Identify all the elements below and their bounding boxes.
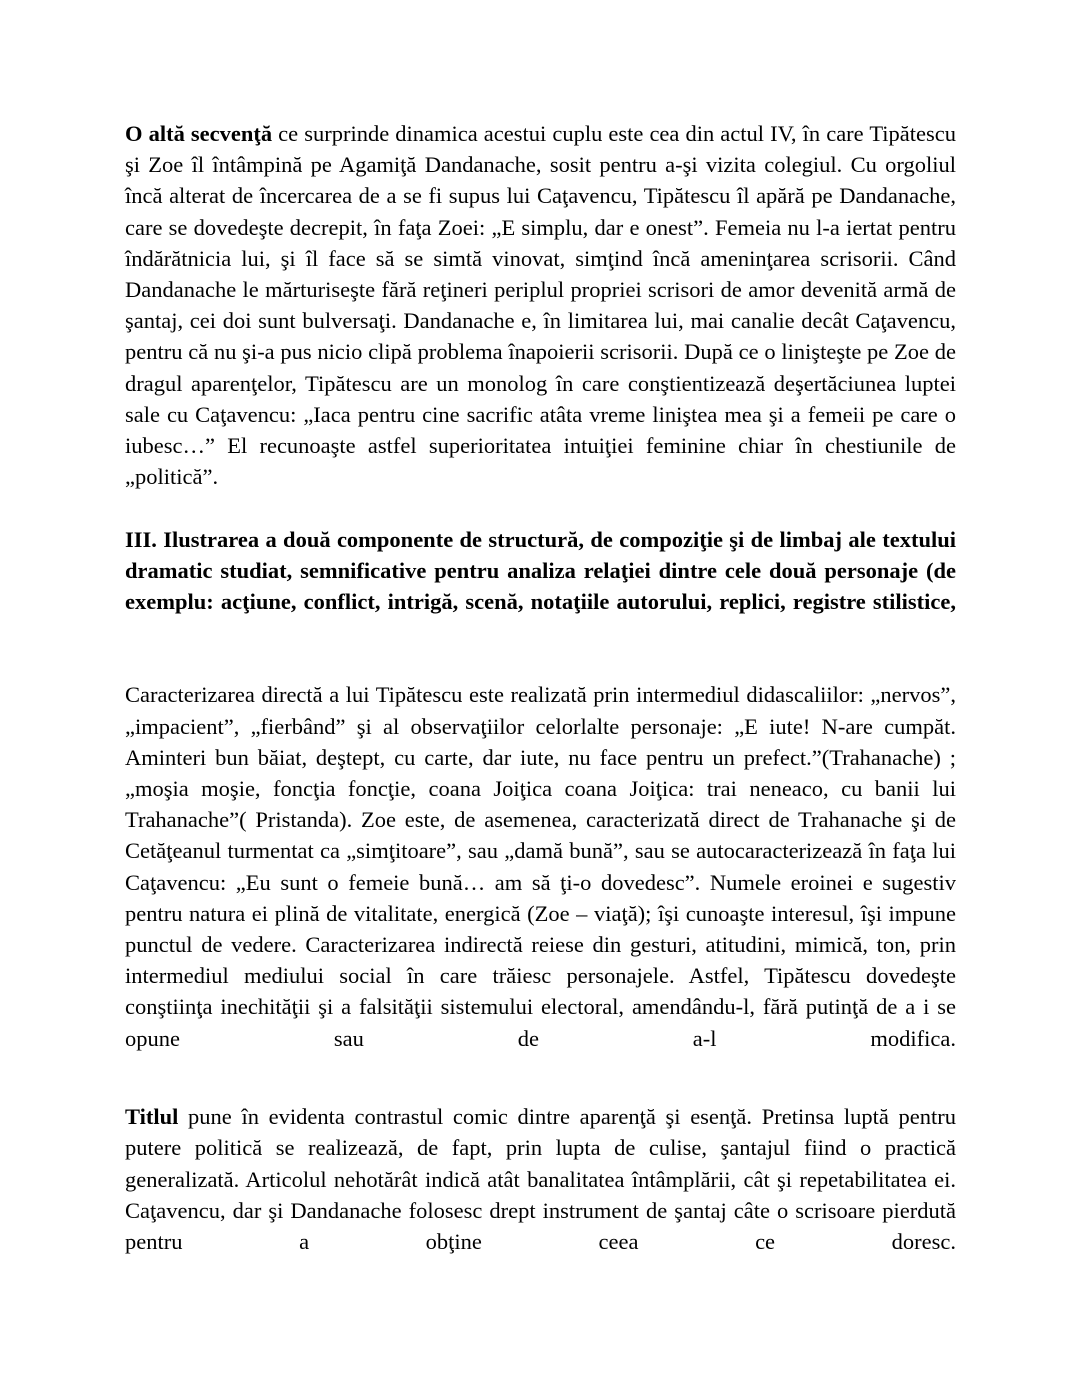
- paragraph-titlul-body: pune în evidenta contrastul comic dintre aparenţă şi esenţă. Pretinsa luptă pentru putere politică se realizează, de fapt, prin lupta de culise, şantajul fiind o practică generalizată. Articolul nehotărât indică atât banalitatea întâmplării, cât şi repetabilitatea ei. Caţavencu, dar şi Dandanache folosesc drept instrument de şantaj câte o scrisoare pierdută pentru a obţine ceea ce doresc.: [125, 1104, 956, 1254]
- paragraph-titlul: [125, 1101, 956, 1288]
- paragraph-secventa-body: ce surprinde dinamica acestui cuplu este cea din actul IV, în care Tipătescu şi Zoe îl întâmpină pe Agamiţă Dandanache, sosit pentru a-şi vizita colegiul. Cu orgoliul încă alterat de încercarea de a se fi supus lui Caţavencu, Tipătescu îl apără pe Dandanache, care se dovedeşte decrepit, în faţa Zoei: „E simplu, dar e onest”. Femeia nu l-a iertat pentru îndărătnicia lui, şi îl face să se simtă vinovat, simţind încă ameninţarea scrisorii. Când Dandanache le mărturiseşte fără reţineri periplul propriei scrisori de amor devenită armă de şantaj, cei doi sunt bulversaţi. Dandanache e, în limitarea lui, mai canalie decât Caţavencu, pentru că nu şi-a pus nicio clipă problema înapoierii scrisorii. După ce o linişteşte pe Zoe de dragul aparenţelor, Tipătescu are un monolog în care conştientizează deşertăciunea luptei sale cu Caţavencu: „Iaca pentru cine sacrific atâta vreme liniştea mea şi a femeii pe care o iubesc…” El recunoaşte astfel superioritatea intuiţiei feminine chiar în chestiunile de „politică”.: [125, 121, 956, 490]
- paragraph-caracterizare: Caracterizarea directă a lui Tipătescu este realizată prin intermediul didascaliilor: „nervos”, „impacient”, „fierbând” şi al observaţiilor celorlalte personaje: „E iute! N-are cumpăt. Aminteri bun băiat, deştept, cu carte, dar iute, nu face pentru un prefect.”(Trahanache) ; „moşia moşie, foncţia foncţie, coana Joiţica coana Joiţica: trai neneaco, cu banii lui Trahanache”( Pristanda). Zoe este, de asemenea, caracterizată direct de Trahanache şi de Cetăţeanul turmentat ca „simţitoare”, sau „damă bună”, sau se autocaracterizează în faţa lui Caţavencu: „Eu sunt o femeie bună… am să ţi-o dovedesc”. Numele eroinei e sugestiv pentru natura ei plină de vitalitate, energică (Zoe – viaţă); îşi cunoaşte interesul, îşi impune punctul de vedere. Caracterizarea indirectă reiese din gesturi, atitudini, mimică, ton, prin intermediul mediului social în care trăiesc personajele. Astfel, Tipătescu dovedeşte conştiinţa inechităţii şi a falsităţii sistemului electoral, amendându-l, fără putinţă de a i se opune sau de a-l modifica.: [125, 682, 956, 1051]
- paragraph-titlul-lead: Titlul: [125, 1104, 179, 1130]
- document-text-body: [125, 118, 956, 1288]
- paragraph-secventa-lead: O altă secvenţă: [125, 121, 273, 146]
- heading-section-iii: III. Ilustrarea a două componente de structură, de compoziţie şi de limbaj ale textului dramatic studiat, semnificative pentru analiza relaţiei dintre cele două personaje (de exemplu: acţiune, conflict, intrigă, scenă, notaţiile autorului, replici, registre stilistice,: [125, 526, 956, 615]
- paragraph-secventa: [125, 118, 956, 524]
